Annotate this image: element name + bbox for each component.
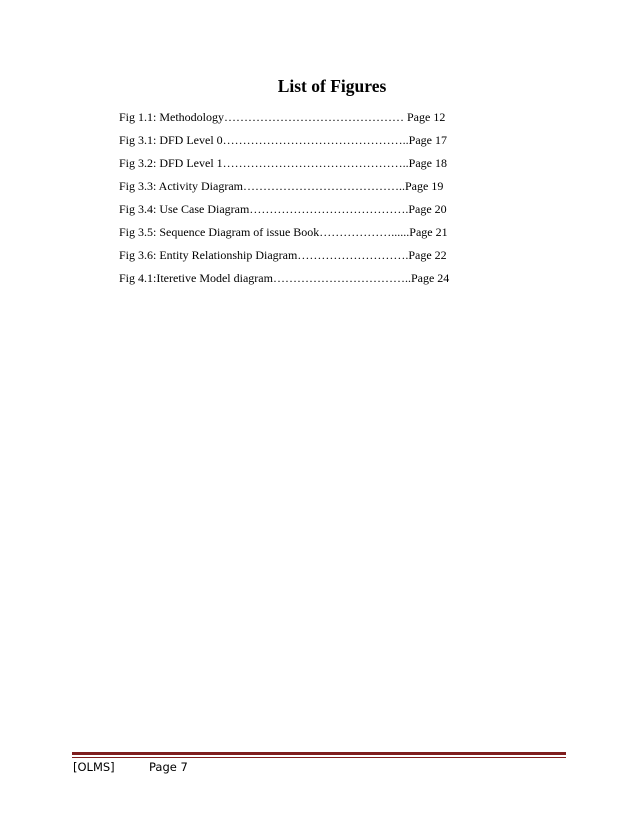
figure-entry-1-1: Fig 1.1: Methodology……………………………………… Page 12	[119, 110, 446, 124]
footer-document-label: [OLMS]	[73, 760, 115, 774]
figure-entry-3-5: Fig 3.5: Sequence Diagram of issue Book………………......Page 21	[119, 225, 448, 239]
figure-entry-3-2: Fig 3.2: DFD Level 1………………………………………..Page 18	[119, 156, 447, 170]
footer-divider-thin	[72, 757, 566, 758]
figure-entry-4-1: Fig 4.1:Iteretive Model diagram……………………………..Page 24	[119, 271, 450, 285]
footer-page-number: Page 7	[149, 760, 188, 774]
page-title: List of Figures	[277, 76, 387, 96]
figure-entry-3-4: Fig 3.4: Use Case Diagram………………………………….Page 20	[119, 202, 447, 216]
figure-entry-3-3: Fig 3.3: Activity Diagram…………………………………..Page 19	[119, 179, 444, 193]
figure-entry-3-1: Fig 3.1: DFD Level 0………………………………………..Page 17	[119, 133, 447, 147]
figure-entry-3-6: Fig 3.6: Entity Relationship Diagram……………………….Page 22	[119, 248, 447, 262]
figure-list	[119, 106, 464, 290]
footer-divider-thick	[72, 752, 566, 755]
